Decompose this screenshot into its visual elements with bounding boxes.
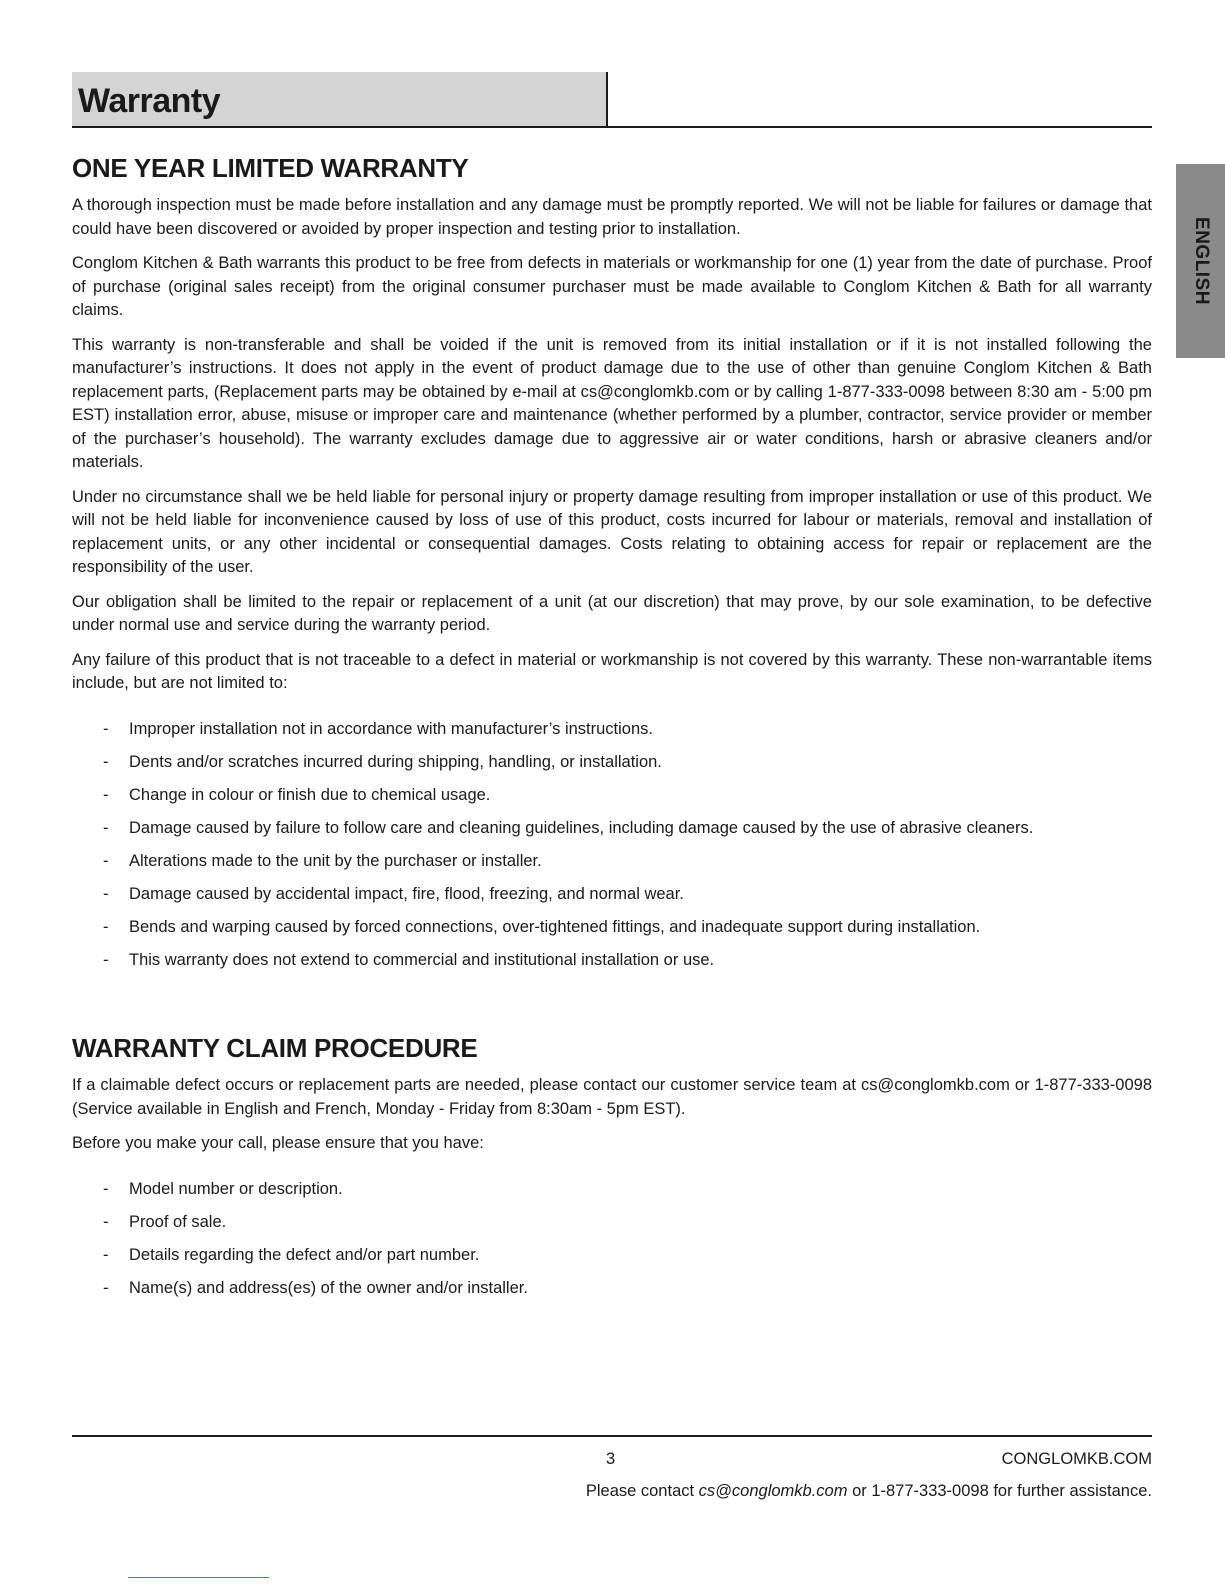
list-item: - Damage caused by accidental impact, fire, flood, freezing, and normal wear. bbox=[72, 883, 1152, 907]
list-item: - Bends and warping caused by forced connections, over-tightened fittings, and inadequate support during installation. bbox=[72, 916, 1152, 940]
footer-contact-prefix: Please contact bbox=[585, 1482, 699, 1500]
footer-rule bbox=[72, 1435, 1152, 1437]
list-item: - Model number or description. bbox=[72, 1178, 1152, 1202]
list-item: - Details regarding the defect and/or part number. bbox=[72, 1244, 1152, 1268]
paragraph-before-call: Before you make your call, please ensure that you have: bbox=[72, 1134, 484, 1152]
list-item: - Dents and/or scratches incurred during shipping, handling, or installation. bbox=[72, 751, 1152, 775]
section-heading-claim-procedure: WARRANTY CLAIM PROCEDURE bbox=[72, 1033, 478, 1063]
language-tab-label: ENGLISH bbox=[1190, 217, 1212, 305]
list-item: - Name(s) and address(es) of the owner and/or installer. bbox=[72, 1277, 1152, 1301]
page-header bbox=[72, 72, 1152, 128]
list-item: - Improper installation not in accordance with manufacturer’s instructions. bbox=[72, 718, 1152, 742]
section-heading-limited-warranty: ONE YEAR LIMITED WARRANTY bbox=[72, 153, 469, 183]
language-tab bbox=[1176, 164, 1225, 358]
paragraph-coverage: Conglom Kitchen & Bath warrants this product to be free from defects in materials or workmanship for one (1) year from the date of purchase. Proof of purchase (original sales receipt) from the original consumer purchaser must be made available to Conglom Kitchen & Bath for all warranty claims. bbox=[72, 254, 1152, 319]
link-underline bbox=[128, 1577, 269, 1578]
footer-contact-suffix: or 1-877-333-0098 for further assistance. bbox=[847, 1482, 1152, 1500]
paragraph-exclusions-intro: Any failure of this product that is not traceable to a defect in material or workmanship is not covered by this warranty. These non-warrantable items include, but are not limited to: bbox=[72, 650, 1152, 692]
paragraph-obligation: Our obligation shall be limited to the repair or replacement of a unit (at our discretion) that may prove, by our sole examination, to be defective under normal use and service during the warranty period. bbox=[72, 592, 1152, 634]
footer-contact bbox=[586, 1482, 1152, 1501]
paragraph-liability: Under no circumstance shall we be held liable for personal injury or property damage resulting from improper installation or use of this product. We will not be held liable for inconvenience caused by loss of use of this product, costs incurred for labour or materials, removal and installation of replacement units, or any other incidental or consequential damages. Costs relating to obtaining access for repair or replacement are the responsibility of the user. bbox=[72, 487, 1152, 576]
claim-contact-hours: or 1-877-333-0098 (Service available in English and French, Monday - Friday from 8:30am - 5pm EST). bbox=[72, 1076, 1153, 1118]
limited-warranty-section bbox=[72, 150, 1152, 972]
claim-contact-text: If a claimable defect occurs or replacement parts are needed, please contact our customer service team at bbox=[72, 1076, 862, 1094]
claim-procedure-section bbox=[72, 1030, 1152, 1300]
page-content bbox=[72, 150, 1152, 1310]
list-item: - Damage caused by failure to follow care and cleaning guidelines, including damage caused by the use of abrasive cleaners. bbox=[72, 817, 1152, 841]
header-rule bbox=[72, 126, 1152, 128]
paragraph-voiding-conditions: This warranty is non-transferable and shall be voided if the unit is removed from its initial installation or if it is not installed following the manufacturer’s instructions. It does not apply in the event of product damage due to the use of other than genuine Conglom Kitchen & Bath replacement parts, (Replacement parts may be obtained by e-mail at cs@conglomkb.com or by calling 1-877-333-0098 between 8:30 am - 5:00 pm EST) installation error, abuse, misuse or improper care and maintenance (whether performed by a plumber, contractor, service provider or member of the purchaser’s household). The warranty excludes damage due to aggressive air or water conditions, harsh or abrasive cleaners and/or materials. bbox=[72, 335, 1152, 471]
list-item: - Change in colour or finish due to chemical usage. bbox=[72, 784, 1152, 808]
checklist bbox=[72, 1178, 1152, 1301]
header-divider bbox=[606, 72, 608, 128]
page-title: Warranty bbox=[78, 82, 221, 120]
paragraph-inspection: A thorough inspection must be made before installation and any damage must be promptly reported. We will not be liable for failures or damage that could have been discovered or avoided by proper inspection and testing prior to installation. bbox=[72, 196, 1152, 238]
list-item: - Alterations made to the unit by the purchaser or installer. bbox=[72, 850, 1152, 874]
footer-email-link[interactable]: cs@conglomkb.com bbox=[698, 1482, 848, 1500]
list-item: - This warranty does not extend to commercial and institutional installation or use. bbox=[72, 949, 1152, 973]
page-number: 3 bbox=[606, 1450, 616, 1468]
claim-email-link[interactable]: cs@conglomkb.com bbox=[861, 1076, 1010, 1094]
exclusions-list bbox=[72, 718, 1152, 973]
website-link[interactable]: CONGLOMKB.COM bbox=[1001, 1450, 1152, 1468]
paragraph-claim-contact bbox=[72, 1074, 1152, 1121]
list-item: - Proof of sale. bbox=[72, 1211, 1152, 1235]
